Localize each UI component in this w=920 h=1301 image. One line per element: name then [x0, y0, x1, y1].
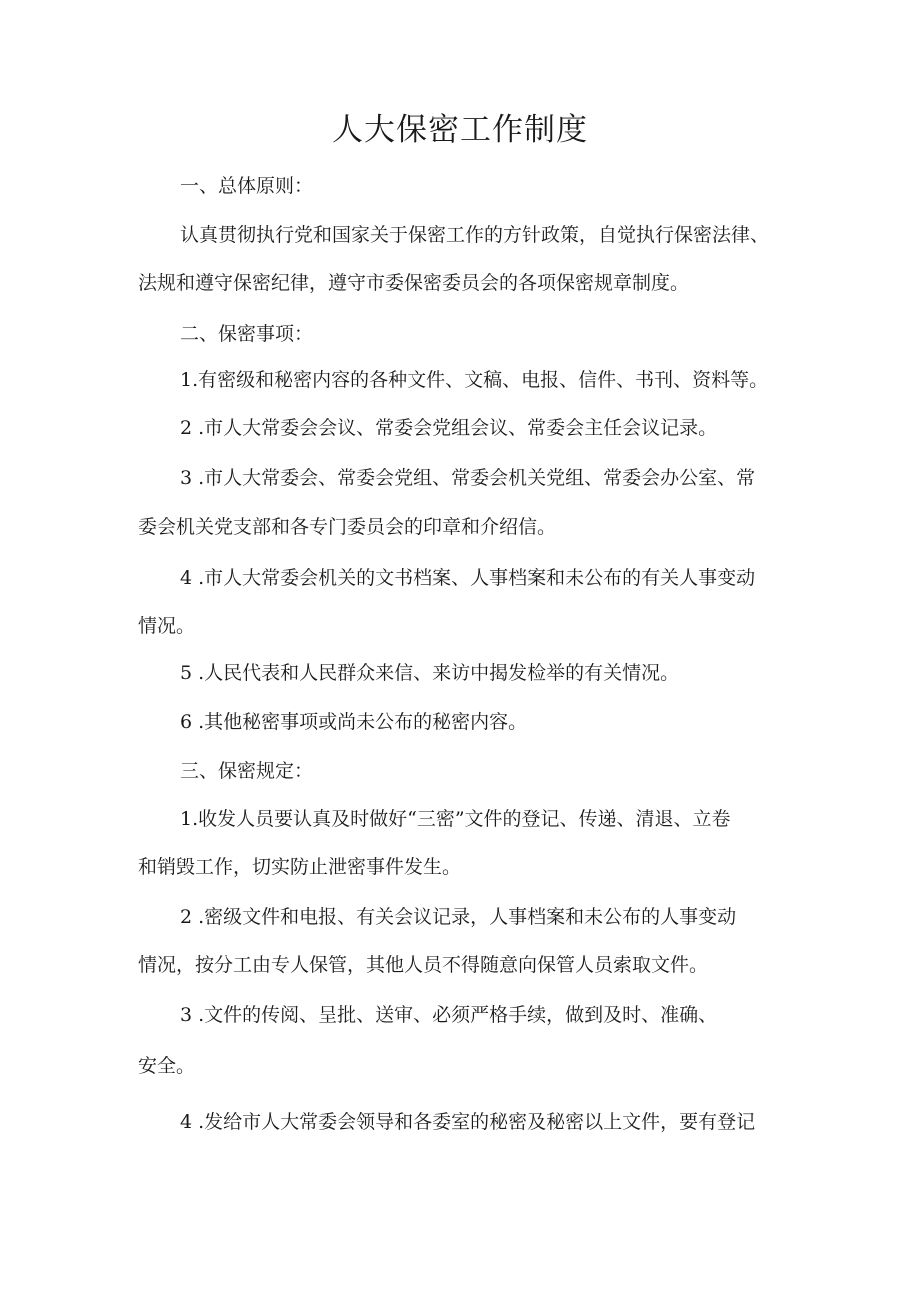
- document-line: 6 .其他秘密事项或尚未公布的秘密内容。: [180, 711, 528, 733]
- document-line: 4 .发给市人大常委会领导和各委室的秘密及秘密以上文件，要有登记: [180, 1111, 756, 1133]
- document-line: 二、保密事项：: [180, 323, 314, 345]
- document-line: 情况。: [138, 615, 196, 637]
- document-line: 3 .文件的传阅、呈批、送审、必须严格手续，做到及时、准确、: [180, 1004, 718, 1026]
- document-line: 1.收发人员要认真及时做好“三密”文件的登记、传递、清退、立卷: [180, 808, 731, 830]
- document-line: 2 .市人大常委会会议、常委会党组会议、常委会主任会议记录。: [180, 417, 718, 439]
- document-line: 3 .市人大常委会、常委会党组、常委会机关党组、常委会办公室、常: [180, 467, 756, 489]
- document-line: 2 .密级文件和电报、有关会议记录，人事档案和未公布的人事变动: [180, 906, 737, 928]
- document-line: 情况，按分工由专人保管，其他人员不得随意向保管人员索取文件。: [138, 954, 709, 976]
- document-line: 1.有密级和秘密内容的各种文件、文稿、电报、信件、书刊、资料等。: [180, 369, 769, 391]
- document-line: 4 .市人大常委会机关的文书档案、人事档案和未公布的有关人事变动: [180, 567, 756, 589]
- document-line: 5 .人民代表和人民群众来信、来访中揭发检举的有关情况。: [180, 662, 680, 684]
- document-line: 一、总体原则：: [180, 175, 314, 197]
- document-line: 法规和遵守保密纪律，遵守市委保密委员会的各项保密规章制度。: [138, 272, 690, 294]
- document-line: 委会机关党支部和各专门委员会的印章和介绍信。: [138, 516, 557, 538]
- document-line: 和销毁工作，切实防止泄密事件发生。: [138, 856, 462, 878]
- document-line: 安全。: [138, 1055, 196, 1077]
- document-line: 三、保密规定：: [180, 760, 314, 782]
- document-title: 人大保密工作制度: [332, 112, 588, 148]
- document-line: 认真贯彻执行党和国家关于保密工作的方针政策，自觉执行保密法律、: [180, 224, 770, 246]
